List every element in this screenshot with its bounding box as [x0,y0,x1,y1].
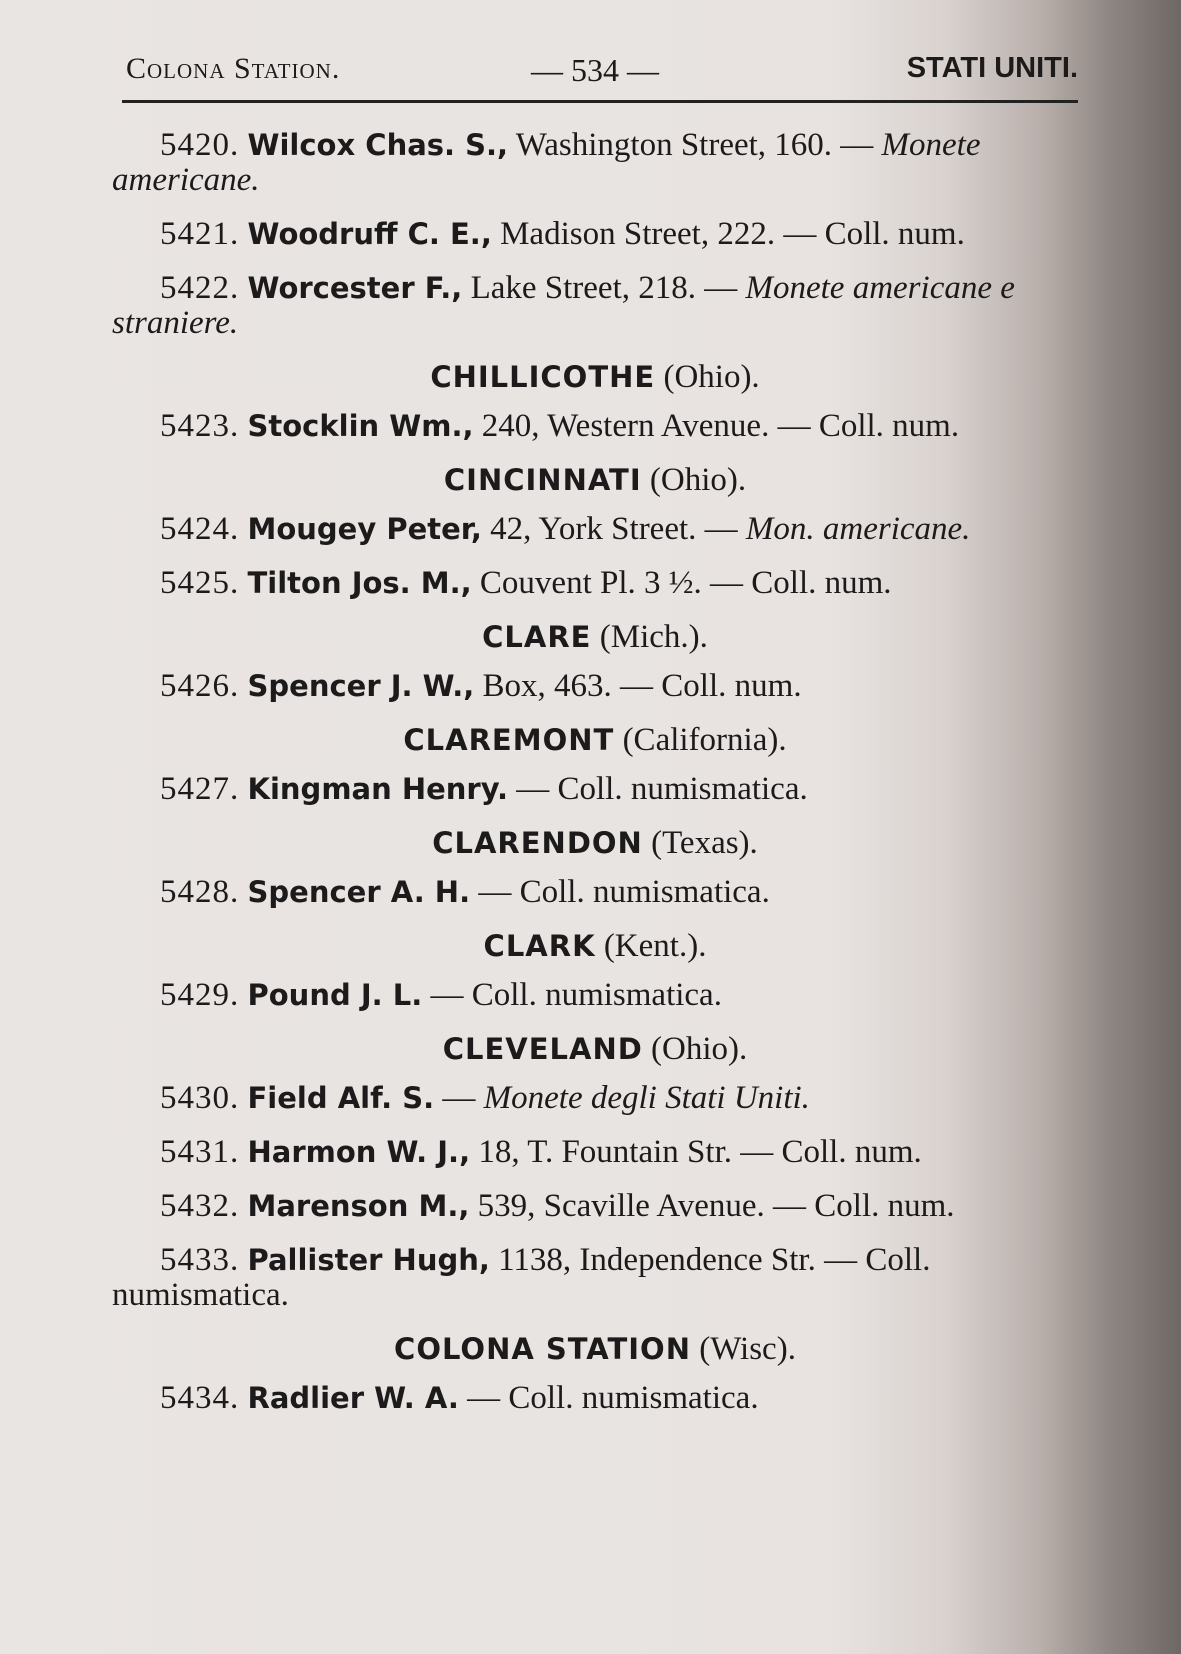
entry-name: Field Alf. S. [247,1081,435,1115]
entry-address: Lake Street, 218. — [462,270,746,306]
city-heading [112,463,1078,498]
entry-name: Spencer J. W., [247,669,475,703]
entry-address: 1138, Independence Str. — [489,1242,866,1278]
entry-number: 5428. [160,874,240,910]
entry-name: Pallister Hugh, [247,1243,490,1277]
entry-name: Wilcox Chas. S., [247,128,509,162]
entry-address: 539, Scaville Avenue. — [469,1188,815,1224]
entry-description: Coll. numismatica. [112,1242,931,1313]
entry-description: Monete degli Stati Uniti. [483,1080,810,1116]
entry-description: Coll. num. [814,1188,955,1224]
entry-number: 5420. [160,127,240,163]
entry-address: — [434,1080,484,1116]
entry-address: Box, 463. — [474,668,662,704]
city-heading [112,620,1078,655]
list-item [112,978,1078,1013]
city-name: CLEVELAND [442,1032,643,1066]
entry-address: — [422,977,472,1013]
list-item [112,669,1078,704]
city-heading [112,826,1078,861]
list-item [112,128,1078,198]
entry-address: 18, T. Fountain Str. — [470,1134,782,1170]
entry-number: 5424. [160,511,240,547]
city-state: (Mich.). [599,619,708,655]
city-name: CHILLICOTHE [430,360,656,394]
entry-description: Mon. americane. [745,511,971,547]
entry-description: Monete americane e straniere. [112,270,1015,341]
city-state: (Ohio). [651,1031,748,1067]
entry-number: 5434. [160,1380,240,1416]
list-item [112,217,1078,252]
entry-description: Coll. num. [818,408,960,444]
entry-number: 5421. [160,216,240,252]
list-item [112,409,1078,444]
entry-description: Coll. num. [661,668,802,704]
entry-number: 5423. [160,408,240,444]
list-item [112,1243,1078,1313]
entry-description: Coll. num. [824,216,965,252]
entry-address: — [508,771,558,807]
entry-number: 5429. [160,977,240,1013]
entry-address: Madison Street, 222. — [491,216,825,252]
city-heading [112,1332,1078,1367]
entry-description: Coll. numismatica. [557,771,808,807]
city-name: CLAREMONT [403,723,615,757]
entry-number: 5430. [160,1080,240,1116]
city-name: CLARE [482,620,592,654]
list-item [112,512,1078,547]
entry-description: Coll. numismatica. [519,874,770,910]
entry-number: 5425. [160,565,240,601]
header-rule [122,100,1078,103]
city-state: (Wisc). [699,1331,796,1367]
entry-description: Monete americane. [112,127,981,198]
list-item [112,1381,1078,1416]
entry-address: 240, Western Avenue. — [473,408,819,444]
entry-name: Woodruff C. E., [247,217,492,251]
city-name: CLARK [483,929,596,963]
entry-address: Washington Street, 160. — [508,127,882,163]
entry-description: Coll. numismatica. [471,977,722,1013]
directory-listing [112,128,1078,1435]
entry-number: 5433. [160,1242,240,1278]
entry-number: 5422. [160,270,240,306]
city-state: (Kent.). [603,928,707,964]
entry-number: 5427. [160,771,240,807]
entry-number: 5432. [160,1188,240,1224]
entry-name: Marenson M., [247,1189,470,1223]
entry-name: Harmon W. J., [247,1135,471,1169]
entry-address: — [458,1380,509,1416]
city-heading [112,1032,1078,1067]
city-state: (California). [622,722,787,758]
city-state: (Ohio). [663,359,760,395]
list-item [112,1189,1078,1224]
city-heading [112,360,1078,395]
entry-address: — [470,874,520,910]
entry-name: Stocklin Wm., [247,409,474,443]
city-name: COLONA STATION [394,1332,691,1366]
city-heading [112,929,1078,964]
entry-name: Radlier W. A. [247,1381,459,1415]
entry-name: Mougey Peter, [247,512,482,546]
entry-description: Coll. numismatica. [508,1380,759,1416]
list-item [112,1135,1078,1170]
running-header [112,48,1078,100]
entry-name: Tilton Jos. M., [247,566,472,600]
entry-description: Coll. num. [781,1134,922,1170]
page-number: — 534 — [531,52,659,88]
city-state: (Ohio). [649,462,747,498]
list-item [112,875,1078,910]
entry-name: Kingman Henry. [247,772,508,806]
city-state: (Texas). [651,825,758,861]
entry-name: Worcester F., [247,271,463,305]
city-name: CINCINNATI [443,463,642,497]
list-item [112,772,1078,807]
list-item [112,566,1078,601]
entry-address: Couvent Pl. 3 ½. — [471,565,752,601]
entry-name: Pound J. L. [247,978,423,1012]
entry-number: 5431. [160,1134,240,1170]
entry-name: Spencer A. H. [247,875,471,909]
city-heading [112,723,1078,758]
list-item [112,1081,1078,1116]
running-header-right: STATI UNITI. [906,52,1078,84]
running-header-left: Colona Station. [126,52,341,85]
city-name: CLARENDON [432,826,643,860]
list-item [112,271,1078,341]
entry-description: Coll. num. [751,565,892,601]
entry-address: 42, York Street. — [481,511,746,547]
entry-number: 5426. [160,668,240,704]
